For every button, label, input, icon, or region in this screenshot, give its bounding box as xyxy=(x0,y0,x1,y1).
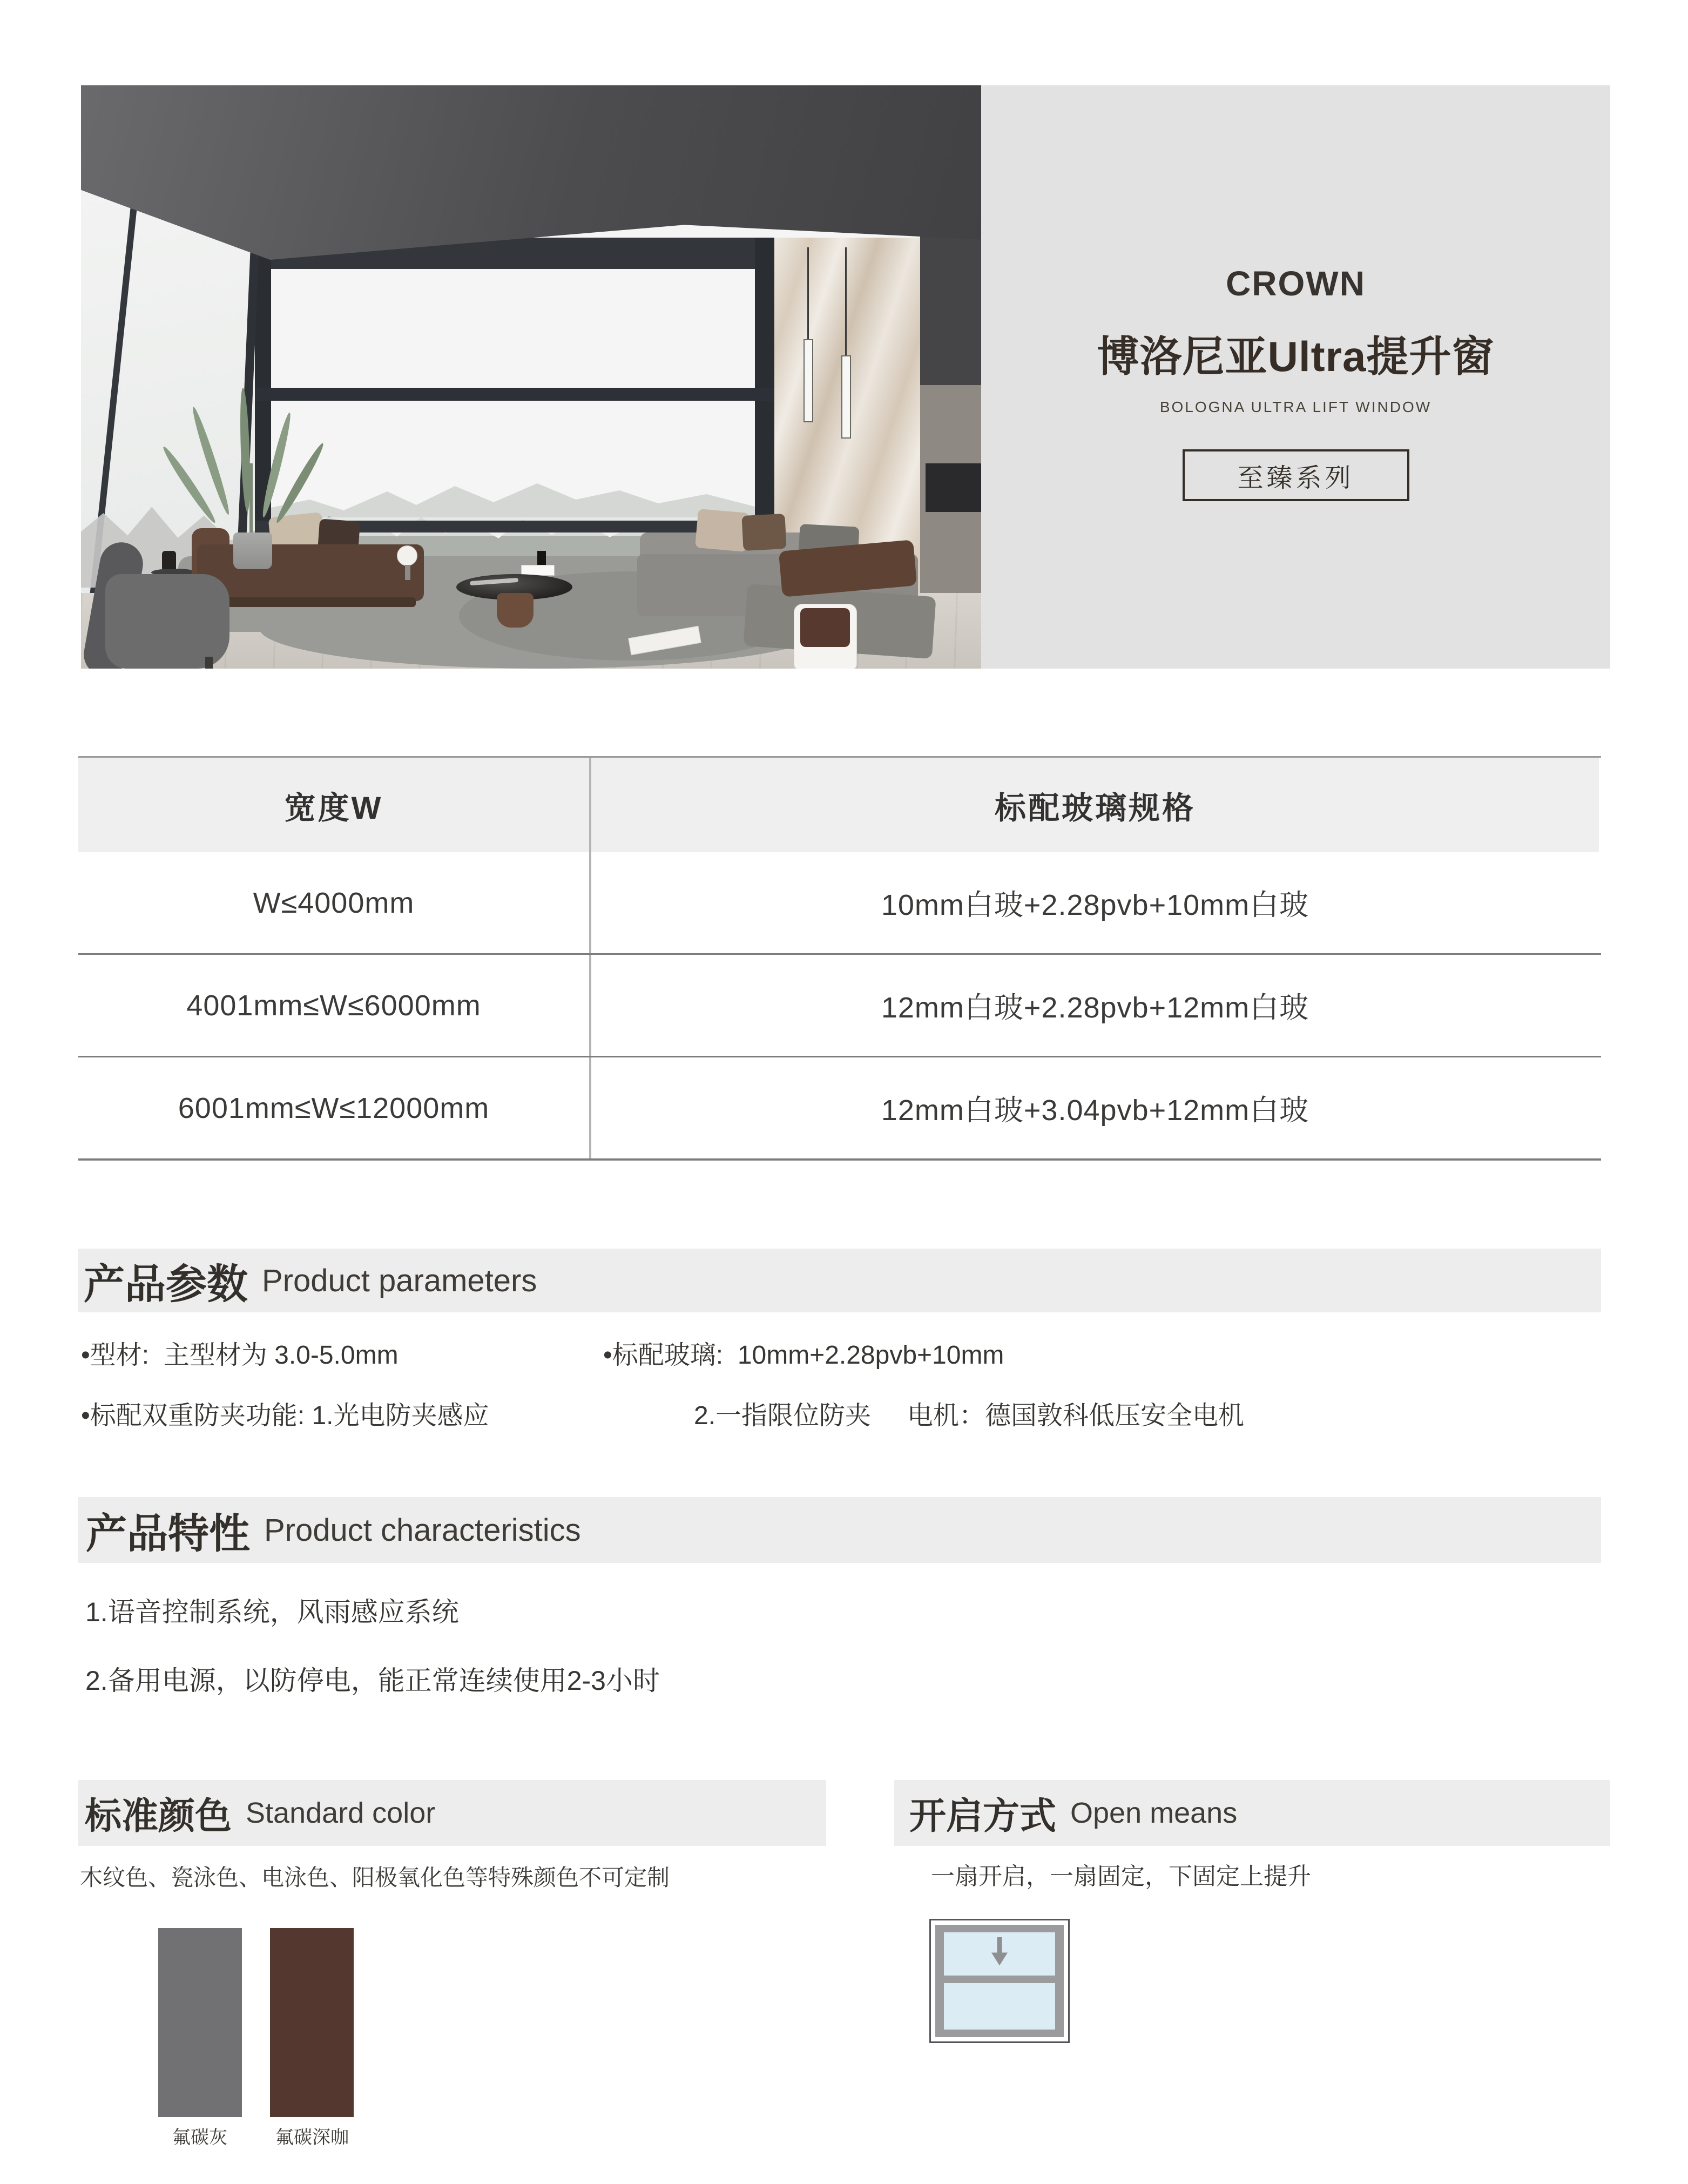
cell-width: 6001mm≤W≤12000mm xyxy=(78,1057,591,1158)
section-title-zh: 产品特性 xyxy=(86,1511,250,1557)
fireplace-opening-shape xyxy=(926,463,981,512)
section-title-zh: 产品参数 xyxy=(84,1261,248,1307)
window-sash-bottom xyxy=(944,1983,1055,2030)
color-swatch-brown xyxy=(270,1928,354,2117)
standard-color-band xyxy=(78,1780,826,1846)
plant-pot-shape xyxy=(233,532,272,569)
pendant-light-shape xyxy=(804,339,813,422)
coffee-table-base-shape xyxy=(497,593,534,628)
table-header-glass: 标配玻璃规格 xyxy=(591,758,1599,852)
brown-daybed-shape xyxy=(197,544,424,601)
floor-lamp-base-shape xyxy=(405,565,410,580)
series-badge: 至臻系列 xyxy=(1183,449,1409,501)
plant-stem-shape xyxy=(249,463,253,539)
swatch-label: 氟碳灰 xyxy=(172,2127,227,2148)
arrow-down-icon xyxy=(990,1937,1009,1967)
param-motor: 电机：德国敦科低压安全电机 xyxy=(907,1401,1245,1430)
pendant-cord-shape xyxy=(845,247,847,361)
armchair-leg-shape xyxy=(205,657,213,669)
cell-glass: 12mm白玻+2.28pvb+12mm白玻 xyxy=(881,992,1309,1024)
product-title: 博洛尼亚Ultra提升窗 xyxy=(1097,333,1495,380)
param-antipinch: •标配双重防夹功能: 1.光电防夹感应 xyxy=(81,1401,489,1430)
param-profile: •型材: 主型材为 3.0-5.0mm xyxy=(81,1341,399,1370)
characteristic-item: 2.备用电源，以防停电，能正常连续使用2-3小时 xyxy=(85,1666,660,1696)
spec-table xyxy=(78,756,1601,1161)
daybed-base-shape xyxy=(205,597,416,607)
swatch-label: 氟碳深咖 xyxy=(275,2127,349,2148)
pendant-cord-shape xyxy=(807,247,809,345)
mountains-shape xyxy=(271,470,755,524)
cell-width: W≤4000mm xyxy=(78,852,591,953)
window-sash-top xyxy=(944,1932,1055,1976)
brand-logo: CROWN xyxy=(1226,264,1366,303)
section-title-en: Open means xyxy=(1070,1797,1238,1829)
vase-shape xyxy=(162,551,176,569)
product-subtitle-en: BOLOGNA ULTRA LIFT WINDOW xyxy=(1159,399,1432,415)
open-means-note: 一扇开启，一扇固定，下固定上提升 xyxy=(931,1863,1311,1890)
table-header-row xyxy=(78,758,1601,852)
cell-glass: 12mm白玻+3.04pvb+12mm白玻 xyxy=(881,1094,1309,1127)
product-parameters-band xyxy=(78,1249,1601,1312)
canister-panel-shape xyxy=(800,608,850,647)
table-header-width: 宽度W xyxy=(78,758,591,852)
fireplace-wall-shape xyxy=(920,215,981,593)
color-swatch-gray xyxy=(158,1928,242,2117)
armchair-shape xyxy=(105,574,229,669)
table-body xyxy=(78,852,1601,1158)
window-transom-shape xyxy=(255,388,774,401)
product-characteristics-band xyxy=(78,1497,1601,1563)
floor-lamp-shape xyxy=(397,545,417,566)
table-row xyxy=(78,852,1601,953)
characteristic-item: 1.语音控制系统，风雨感应系统 xyxy=(85,1597,459,1627)
cell-width: 4001mm≤W≤6000mm xyxy=(78,955,591,1056)
param-glass: •标配玻璃: 10mm+2.28pvb+10mm xyxy=(603,1341,1004,1370)
section-title-en: Product characteristics xyxy=(264,1512,581,1548)
hero-brand-panel xyxy=(981,85,1610,669)
lift-window-diagram xyxy=(929,1919,1070,2043)
cell-glass: 10mm白玻+2.28pvb+10mm白玻 xyxy=(881,889,1309,921)
section-title-zh: 标准颜色 xyxy=(85,1795,232,1837)
table-row xyxy=(78,953,1601,1056)
pendant-light-shape xyxy=(841,355,851,439)
hero-section xyxy=(81,85,1610,669)
table-row xyxy=(78,1056,1601,1158)
section-title-en: Product parameters xyxy=(262,1263,537,1298)
hero-photo xyxy=(81,85,981,669)
open-means-band xyxy=(894,1780,1610,1846)
param-antipinch-2: 2.一指限位防夹 xyxy=(694,1401,872,1430)
standard-color-note: 木纹色、瓷泳色、电泳色、阳极氧化色等特殊颜色不可定制 xyxy=(80,1865,670,1890)
sofa-cushion-brown-shape xyxy=(741,514,786,551)
window-frame xyxy=(935,1925,1064,2037)
section-title-en: Standard color xyxy=(246,1797,436,1829)
section-title-zh: 开启方式 xyxy=(909,1795,1057,1837)
window-middle-rail xyxy=(944,1976,1055,1983)
sofa-cushion-beige-shape xyxy=(695,509,750,552)
